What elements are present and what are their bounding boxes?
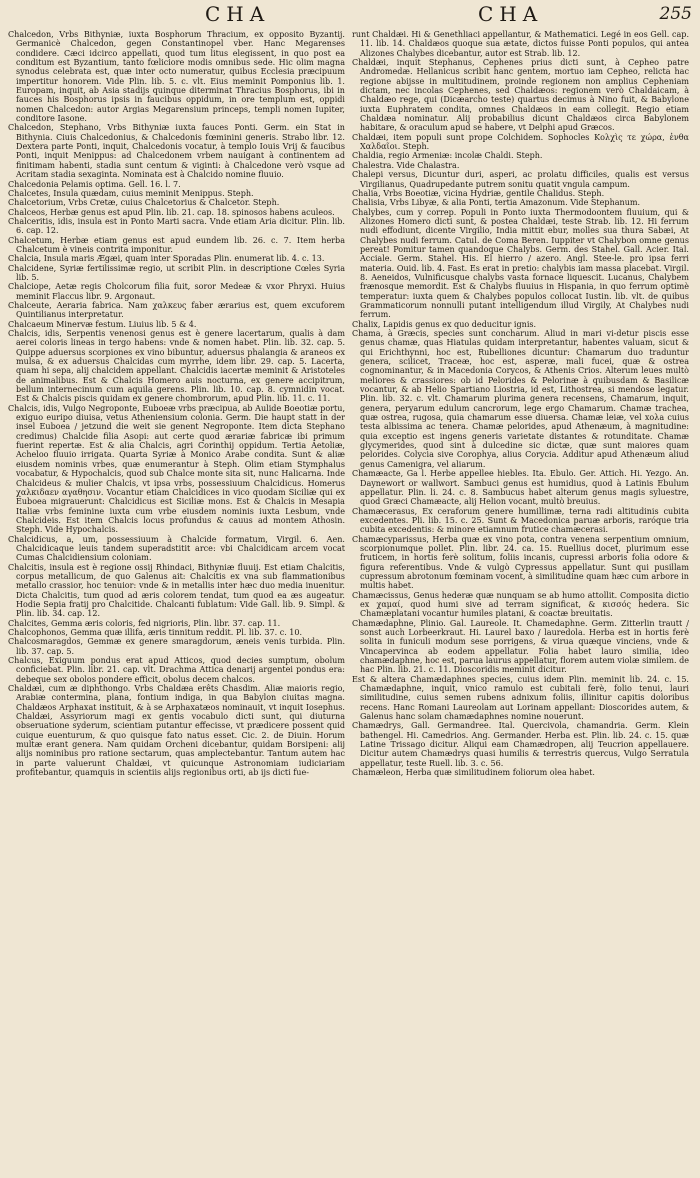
- entry: Chamæcyparissus, Herba quæ ex vino pota, contra venena serpentium omnium, scorpionumque pollet. Plin. libr. 24. ca. 15. Ruellius docet, plurimum esse fruticem, in hortis ferè solitum, foliis incanis, cupressi arboris folia odore & figura referentibus. Vnde & vulgò Cypressus appellatur. Sunt qui pusillam cupressum abrotonum fœminam vocent, à similitudine quam hæc cum arbore in multis habet.: [352, 534, 689, 591]
- entry: Chalcetorium, Vrbs Cretæ, cuius Chalcetorius & Chalcetor. Steph.: [8, 198, 280, 208]
- entry: Chamæcissus, Genus hederæ quæ nunquam se ab humo attollit. Composita dictio ex χαμαί, quod humi sive ad terram significat, & κισσός hedera. Sic Chamæplatani vocantur humiles platani, & coactæ breuitatis.: [352, 590, 689, 619]
- entry: Chalia, Vrbs Boeotiæ, vicina Hydriæ, gentile Chalidus. Steph.: [352, 188, 605, 198]
- entry: Chamædrys, Gall. Germandree. Ital. Quercivola, chamandria. Germ. Klein bathengel. Hi. Camedrios. Ang. Germander. Herba est. Plin. lib. 24. c. 15. quæ Latine Trissago dicitur. Aliqui eam Chamædropen, alij Teucrion appellauere. Dicitur autem Chamædrys quasi humilis & terrestris quercus, Vulgo Serratula appellatur, teste Ruell. lib. 3. c. 56.: [352, 721, 689, 768]
- entry: Chama, à Græcis, species sunt concharum. Aliud in mari vi-detur piscis esse genus chamæ, quas Hiatulas quidam interpretantur, habentes valuam, sicut & qui Erichthynni, hoc est, Rubelliones dicuntur: Chamarum duo traduntur genera, scilicet, Traceæ, hoc est, asperæ, mali fucei, quæ & ostrea cognominantur, & in Macedonia Corycos, & Athenis Crios. Alterum leues multò meliores & crassiores: ob id Pelorides & Pelorinæ à quibusdam & Basilicæ vocantur, & ab Helio Spartiano Liostria, id est, Lithostrea, si mendose legatur. Plin. lib. 32. c. vlt. Chamarum plurima genera recensens, Chamarum, inquit, genera, peryarum edulum cancrorum, lege ergo Chamarum. Chamæ trachea, quæ ostrea, rugosa, quia chamarum esse diuersa. Chamæ leiæ, vel xoλa cuius testa albissima ac tenera. Chamæ pelorides, apud Athenæum, à magnitudine: quia exceptio est ingens generis varietate distantes & rotunditate. Chamæ glycymerides, quod sint à dulcedine sic dictæ, quæ sunt maiores quam pelorides. Colycia sive Corophya, alius Corycia. Additur apud Athenæum aliud genus Camenigra, vel aliarum.: [352, 329, 689, 469]
- entry: Chalcaeum Minervæ festum. Liuius lib. 5 & 4.: [8, 319, 197, 329]
- entry: Chalestra. Vide Chalastra.: [352, 160, 460, 170]
- page-header: [0, 0, 700, 34]
- entry: Chalcidicus, a, um, possessiuum à Chalcide formatum, Virgil. 6. Aen. Chalcidicaque leuis tandem superadstitit arce: vbi Chalcidicam arcem vocat Cumas Chalcidiensium coloniam.: [8, 534, 345, 563]
- entry: Chalcedon, Stephano, Vrbs Bithyniæ iuxta fauces Ponti. Germ. ein Stat in Bithynia. Ciuis Chalcedonius, & Chalcedonis fœminini generis. Strabo libr. 12. Dextera parte Ponti, inquit, Chalcedonis vocatur, à templo Iouis Vrij & faucibus Ponti, inquit Menippus: ad Chalcedonem vrbem nauigant à continentem ad finitimam habenti, stadia sunt centum & viginti: à Chalcedone verò vsque ad Acritam stadia sexaginta. Nominata est à Chalcido nomine fluuio.: [8, 123, 345, 180]
- entry: Chamæleon, Herba quæ similitudinem foliorum olea habet.: [352, 768, 595, 778]
- entry: Chaldæi, item populi sunt prope Colchidem. Sophocles Κολχὶς τε χώρα, ἐνθα Χαλδαῖοι. Steph.: [352, 132, 689, 152]
- entry: runt Chaldæi. Hi & Genethliaci appellantur, & Mathematici. Legé in eos Gell. cap. 11. lib. 14. Chaldæos quoque sua ætate, dictos fuisse Ponti populos, qui antea Alizones Chalybes dicebantur, autor est Strab. lib. 12.: [352, 30, 689, 58]
- entry: Chalcitis, insula est è regione ossij Rhindaci, Bithyniæ fluuij. Est etiam Chalcitis, corpus metallicum, de quo Galenus ait: Chalcitis ex vna sub flammationibus metallo crassior, hoc tenuior: vnde & in metallis inter hæc duo media inuenitur. Dicta Chalcitis, tum quod ad æris colorem tendat, tum quod ea æs augeatur. Hodie Sepia fratij pro Chalcitide. Chalcanti fublatum: Vide Gall. lib. 9. Simpl. & Plin. lib. 34. cap. 12.: [8, 562, 345, 619]
- entry: Chalcosmaragdos, Gemmæ ex genere smaragdorum, æneis venis turbida. Plin. lib. 37. cap. 5.: [8, 637, 345, 656]
- entry: Chalcites, Gemma æris coloris, fed nigrioris, Plin. libr. 37. cap. 11.: [8, 618, 281, 628]
- entry: Chalcia, Insula maris Ægæi, quam inter Sporadas Plin. enumerat lib. 4. c. 13.: [8, 254, 325, 264]
- entry: Chalcetes, Insula quædam, cuius meminit Menippus. Steph.: [8, 188, 254, 198]
- entry: Chalcetum, Herbæ etiam genus est apud eundem lib. 26. c. 7. Item herba Chalcetum è vineis contrita imponitur.: [8, 235, 345, 254]
- entry: Chalcis, idis, Vulgo Negroponte, Euboeæ vrbs præcipua, ab Aulide Boeotiæ portu, exiguo euripo diuisa, vetus Atheniensium colonia. Germ. Die haupt statt in der insel Euboea / jetzund die weit sie genent Negroponte. Item dicta Stephano credimus) Chalcide filia Asopi: aut certe quod ærariæ fabricæ ibi primum fuerint repertæ. Est & alia Chalcis, agri Corinthij oppidum. Tertia Aetoliæ, Acheloo fluuio irrigata. Quarta Syriæ à Monico Arabe condita. Sunt & aliæ eiusdem nominis vrbes, quæ enumerantur à Steph. Olim etiam Stymphalus vocabatur, & Hypochalcis, quod sub Chalce monte sita sit, nunc Halicarna. Inde Chalcideus & mulier Chalcis, vt ipsa vrbs, possessiuum Chalcidicus. Homerus χαλκιδαεν αγαθησιν. Vocantur etiam Chalcidices in vico quodam Siciliæ qui ex Euboea migrauerunt: Chalcidicus est Siciliæ mons. Est & Chalcis in Mesapia Italiæ vrbs feminine iuxta cum vrbe eiusdem nominis iuxta Lesbum, vnde Chalcideis. Est item Chalcis locus profundus & cauus ad montem Athosin. Steph. Vide Hypochalcis.: [8, 403, 345, 535]
- entry: Chalepi versus, Dicuntur duri, asperi, ac prolatu difficiles, qualis est versus Virgilianus, Quadrupedante putrem sonitu quatit vngula campum.: [352, 170, 689, 189]
- running-head-left: CHA: [205, 2, 271, 26]
- entry: Chamæacte, Ga l. Herbe appellee hiebles. Ita. Ebulo. Ger. Attich. Hi. Yezgo. An. Daynewort or wallwort. Sambuci genus est humidius, quod à Latinis Ebulum appellatur. Plin. li. 24. c. 8. Sambucus habet alterum genus magis syluestre, quod Græci Chamæacte, alij Helion vocant, multò breuius.: [352, 469, 689, 507]
- entry: Chaldæi, cum æ diphthongo. Vrbs Chaldæa erêts Chasdim. Aliæ maioris regio, Arabiæ contermina, plana, fontium indiga, in qua Babylon ciuitas magna. Chaldæos Arphaxat instituit, & à se Arphaxatæos nominauit, vt inquit Iosephus. Chaldæi, Assyriorum magi ex gentis vocabulo dicti sunt, qui diuturna obseruatione syderum, scientiam putantur effecisse, vt prædicere possent quid cuique euenturum, & quo quisque fato natus esset. Cic. 2. de Diuin. Horum multæ erant genera. Nam quidam Orcheni dicebantur, quidam Borsipeni: alij alijs nominibus pro ratione sectarum, quas amplectebantur. Tantum autem hac in parte valuerunt Chaldæi, vt quicunque Astronomiam iudiciariam profitebantur, quamquis in scientiis alijs regionibus orti, ab ijs dicti fue-: [8, 684, 345, 778]
- left-column: [8, 30, 345, 1170]
- entry: Chalceute, Aeraria fabrica. Nam χαλκευς faber ærarius est, quem excuforem Quintilianus interpretatur.: [8, 300, 345, 320]
- entry: Chalisia, Vrbs Libyæ, & alia Ponti, tertia Amazonum. Vide Stephanum.: [352, 198, 641, 208]
- entry: Chamæcerasus, Ex ceraforum genere humillimæ, terna radi altitudinis cubita excedentes. Pli. lib. 15. c. 25. Sunt & Macedonica paruæ arboris, raróque tria cubita excedentis: & minore etiamnum frutice chamæcerasi.: [352, 506, 689, 535]
- entry: Chalix, Lapidis genus ex quo deducitur ignis.: [352, 319, 537, 329]
- right-column: [352, 30, 689, 1170]
- page-number: 255: [659, 4, 692, 24]
- entry: Chalciope, Aetæ regis Cholcorum filia fuit, soror Medeæ & vxor Phryxi. Huius meminit Flaccus libr. 9. Argonaut.: [8, 282, 345, 301]
- entry: Chaldia, regio Armeniæ: incolæ Chaldi. Steph.: [352, 151, 543, 161]
- entry: Chamædaphne, Plinio. Gal. Laureole. It. Chamedaphne. Germ. Zitterlin trautt / sonst auch Lorbeerkraut. Hi. Laurel baxo / lauredola. Herba est in hortis ferè solita in funiculi modum sese porrigens, & virua quæque vinciens, vnde & Vincapervinca ab eodem appellatur. Folia habet lauro similia, ideo chamædaphne, hoc est, parua laurus appellatur, florem autem violæ similem. de hac Plin. lib. 21. c. 11. Dioscoridis meminit dicitur.: [352, 618, 689, 675]
- entry: Chalcis, idis, Serpentis venenosi genus est è genere lacertarum, qualis à dam aerei coloris lineas in tergo habens: vnde & nomen habet. Plin. lib. 32. cap. 5. Quippe aduersus scorpiones ex vino bibuntur, aduersus phalangia & araneos ex mulsa, & ex aduersus Chalcidas cum myrrhe, idem libr. 29. cap. 5. Lacerta, quam hi sepa, alij chalcidem appellant. Chalcidis iacertæ meminit & Aristoteles de animalibus. Est & Chalcis Homero auis nocturna, ex genere accipitrum, bellum internecinum cum aquila gerens. Plin. lib. 10. cap. 8. cymnidin vocat. Est & Chalcis piscis quidam ex genere chombrorum, apud Plin. lib. 11. c. 11.: [8, 329, 345, 404]
- entry: Chaldæi, inquit Stephanus, Cephenes prius dicti sunt, à Cepheo patre Andromedæ. Hellanicus scribit hanc gentem, mortuo iam Cepheo, relicta hac regione abijsse in multitudinem, proinde regionem non amplius Cepheniam dictam, nec incolas Cephenes, sed Chaldæos: regionem verò Chaldaicam, à Chaldæo rege, qui (Dicæarcho teste) quartus decimus à Nino fuit, & Babylone iuxta Euphratem condita, omnes Chaldæos in eam collegit. Regio etiam Chaldæa nominatur. Alij probabilius dicunt Chaldæos circa Babylonem habitare, & oraculum apud se habere, vt Delphi apud Græcos.: [352, 58, 689, 133]
- entry: Chalcophonos, Gemma quæ illifa, æris tinnitum reddit. Pl. lib. 37. c. 10.: [8, 628, 303, 637]
- entry: Chalcedonia Pelamis optima. Gell. 16. l. 7.: [8, 179, 181, 189]
- entry: Chalceritis, idis, insula est in Ponto Marti sacra. Vnde etiam Aria dicitur. Plin. lib. 6. cap. 12.: [8, 216, 345, 236]
- entry: Chalybes, cum y correp. Populi in Ponto iuxta Thermodoontem fluuium, qui & Alizones Homero dicti sunt, & postea Chaldæi, teste Strab. lib. 12. Hi ferrum nudi effodiunt, dicente Virgilio, India mittit ebur, molles sua thura Sabæi, At Chalybes nudi ferrum. Catul. de Coma Beren. Iuppiter vt Chalybon omne genus pereat! Pomitur tamen quandoque Chalybs. Germ. des Stahel. Gall. Acier. Ital. Acciale. Germ. Stahel. His. El hierro / azero. Angl. Stee-le. pro ipsa ferri materia. Ouid. lib. 4. Fast. Es erat in pretio: chalybis iam massa placebat. Virgil. 8. Aeneidos, Vulnificusque chalybs vasta fornace liquescit. Lucanus, Chalybem frænosque memordit. Est & Chalybs fluuius in Hispania, in quo ferrum optimè temperatur: iuxta quem & Chalybes populos collocat Iustin. lib. vlt. de quibus Grammaticorum nonnulli putant intelligendum illud Virgily, At Chalybes nudi ferrum.: [352, 207, 689, 320]
- running-head-right: CHA: [478, 2, 544, 26]
- entry: Chalcedon, Vrbs Bithyniæ, iuxta Bosphorum Thracium, ex opposito Byzantij. Germanicè Chalcedon, gegen Constantinopel vber. Hanc Megarenses condidere. Cæci idcirco appellati, quod tum litus elegissent, in quo post ea conditum est Byzantium, tanto fœliciore modis omnibus sede. Hic olim magna synodus celebrata est, quæ inter octo numeratur, quibus Ecclesia præcipuum impertitur honorem. Vide Plin. lib. 5. c. vlt. Eius meminit Pomponius lib. 1. Europam, inquit, ab Asia stadijs quinque diterminat Thracius Bosphorus, ibi in fauces his Bosphorus ipsis in faucibus oppidum, in ore templum est, oppidi nomen Chalcedon: autor Argias Megarensium princeps, templi nomen Iupiter, conditore Iasone.: [8, 30, 345, 124]
- entry: Chalcidene, Syriæ fertilissimæ regio, ut scribit Plin. in descriptione Cœles Syria lib. 5.: [8, 263, 345, 282]
- entry: Chalceos, Herbæ genus est apud Plin. lib. 21. cap. 18. spinosos habens aculeos.: [8, 207, 335, 217]
- entry: Est & altera Chamædaphnes species, cuius idem Plin. meminit lib. 24. c. 15. Chamædaphne, inquit, vnico ramulo est cubitali ferè, folio tenui, lauri similitudine, cuius semen rubens adnixum foliis, illinitur capitis doloribus recens. Hanc Romani Laureolam aut Lorinam appellant: Dioscorides autem, & Galenus hanc solam chamædaphnes nomine nouerunt.: [352, 674, 689, 722]
- entry: Chalcus, Exiguum pondus erat apud Atticos, quod decies sumptum, obolum conficiebat. Plin. libr. 21. cap. vlt. Drachma Attica denarij argentei pondus era: debeque sex obolos pondere efficit, obolus decem chalcos.: [8, 656, 345, 684]
